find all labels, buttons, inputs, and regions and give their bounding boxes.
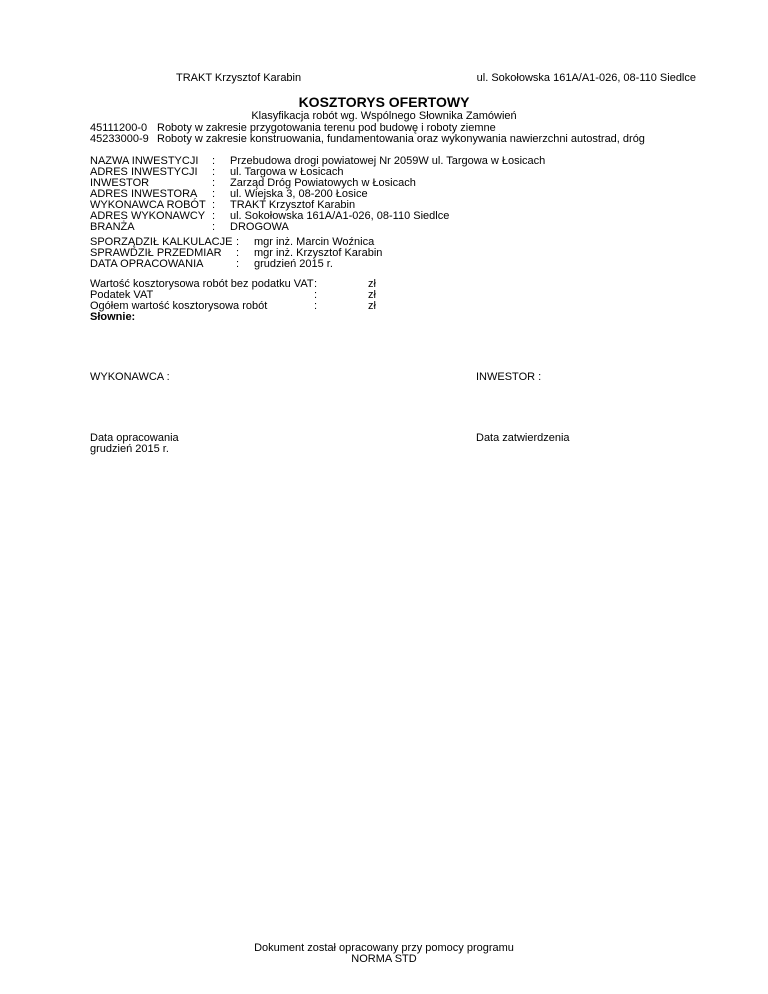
info-value: TRAKT Krzysztof Karabin [230, 199, 356, 211]
prepared-label: SPORZĄDZIŁ KALKULACJE [90, 236, 233, 248]
info-label: ADRES WYKONAWCY [90, 210, 206, 222]
footer-line1: Dokument został opracowany przy pomocy programu [254, 942, 514, 954]
contractor-label: WYKONAWCA : [90, 371, 170, 383]
prepared-value: mgr inż. Krzysztof Karabin [254, 247, 383, 259]
info-value: ul. Sokołowska 161A/A1-026, 08-110 Siedlce [230, 210, 450, 222]
classification-desc: Roboty w zakresie przygotowania terenu pod budowę i roboty ziemne [157, 122, 496, 134]
prepared-colon: : [236, 258, 240, 270]
prep-date-value: grudzień 2015 r. [90, 443, 169, 455]
values-block [90, 278, 490, 326]
info-colon: : [212, 199, 216, 211]
prepared-value: grudzień 2015 r. [254, 258, 333, 270]
classification-code: 45233000-9 [90, 133, 149, 145]
classification-heading: Klasyfikacja robót wg. Wspólnego Słownika Zamówień [251, 110, 517, 122]
value-colon: : [314, 289, 318, 301]
info-colon: : [212, 155, 216, 167]
info-value: ul. Targowa w Łosicach [230, 166, 344, 178]
value-unit: zł [368, 278, 376, 290]
header-company: TRAKT Krzysztof Karabin [176, 72, 302, 84]
classification-code: 45111200-0 [90, 122, 148, 134]
value-label: Wartość kosztorysowa robót bez podatku VAT [90, 278, 314, 290]
investor-label: INWESTOR : [476, 371, 542, 383]
classification-desc: Roboty w zakresie konstruowania, fundamentowania oraz wykonywania nawierzchni autostrad, dróg [157, 133, 645, 145]
value-unit: zł [368, 289, 376, 301]
info-label: INWESTOR [90, 177, 150, 189]
value-label: Ogółem wartość kosztorysowa robót [90, 300, 268, 312]
value-label: Podatek VAT [90, 289, 154, 301]
prepared-label: DATA OPRACOWANIA [90, 258, 204, 270]
info-label: NAZWA INWESTYCJI [90, 155, 199, 167]
prepared-colon: : [236, 236, 240, 248]
info-colon: : [212, 221, 216, 233]
prepared-block [90, 236, 590, 272]
prepared-value: mgr inż. Marcin Woźnica [254, 236, 375, 248]
footer-line2: NORMA STD [351, 953, 417, 965]
info-colon: : [212, 177, 216, 189]
header-address: ul. Sokołowska 161A/A1-026, 08-110 Siedlce [476, 72, 696, 84]
info-value: ul. Wiejska 3, 08-200 Łosice [230, 188, 368, 200]
slownie-label: Słownie: [90, 311, 136, 323]
prep-date-label: Data opracowania [90, 432, 179, 444]
approval-date-label: Data zatwierdzenia [476, 432, 570, 444]
info-block [90, 155, 690, 239]
info-value: Przebudowa drogi powiatowej Nr 2059W ul. Targowa w Łosicach [230, 155, 546, 167]
info-colon: : [212, 210, 216, 222]
prepared-colon: : [236, 247, 240, 259]
value-colon: : [314, 278, 318, 290]
info-value: DROGOWA [230, 221, 289, 233]
info-label: BRANŻA [90, 221, 135, 233]
info-colon: : [212, 166, 216, 178]
info-label: WYKONAWCA ROBÓT [90, 199, 206, 211]
info-label: ADRES INWESTORA [90, 188, 198, 200]
info-value: Zarząd Dróg Powiatowych w Łosicach [230, 177, 416, 189]
page-title: KOSZTORYS OFERTOWY [298, 94, 470, 110]
info-label: ADRES INWESTYCJI [90, 166, 198, 178]
value-colon: : [314, 300, 318, 312]
prepared-label: SPRAWDZIŁ PRZEDMIAR [90, 247, 222, 259]
info-colon: : [212, 188, 216, 200]
value-unit: zł [368, 300, 376, 312]
